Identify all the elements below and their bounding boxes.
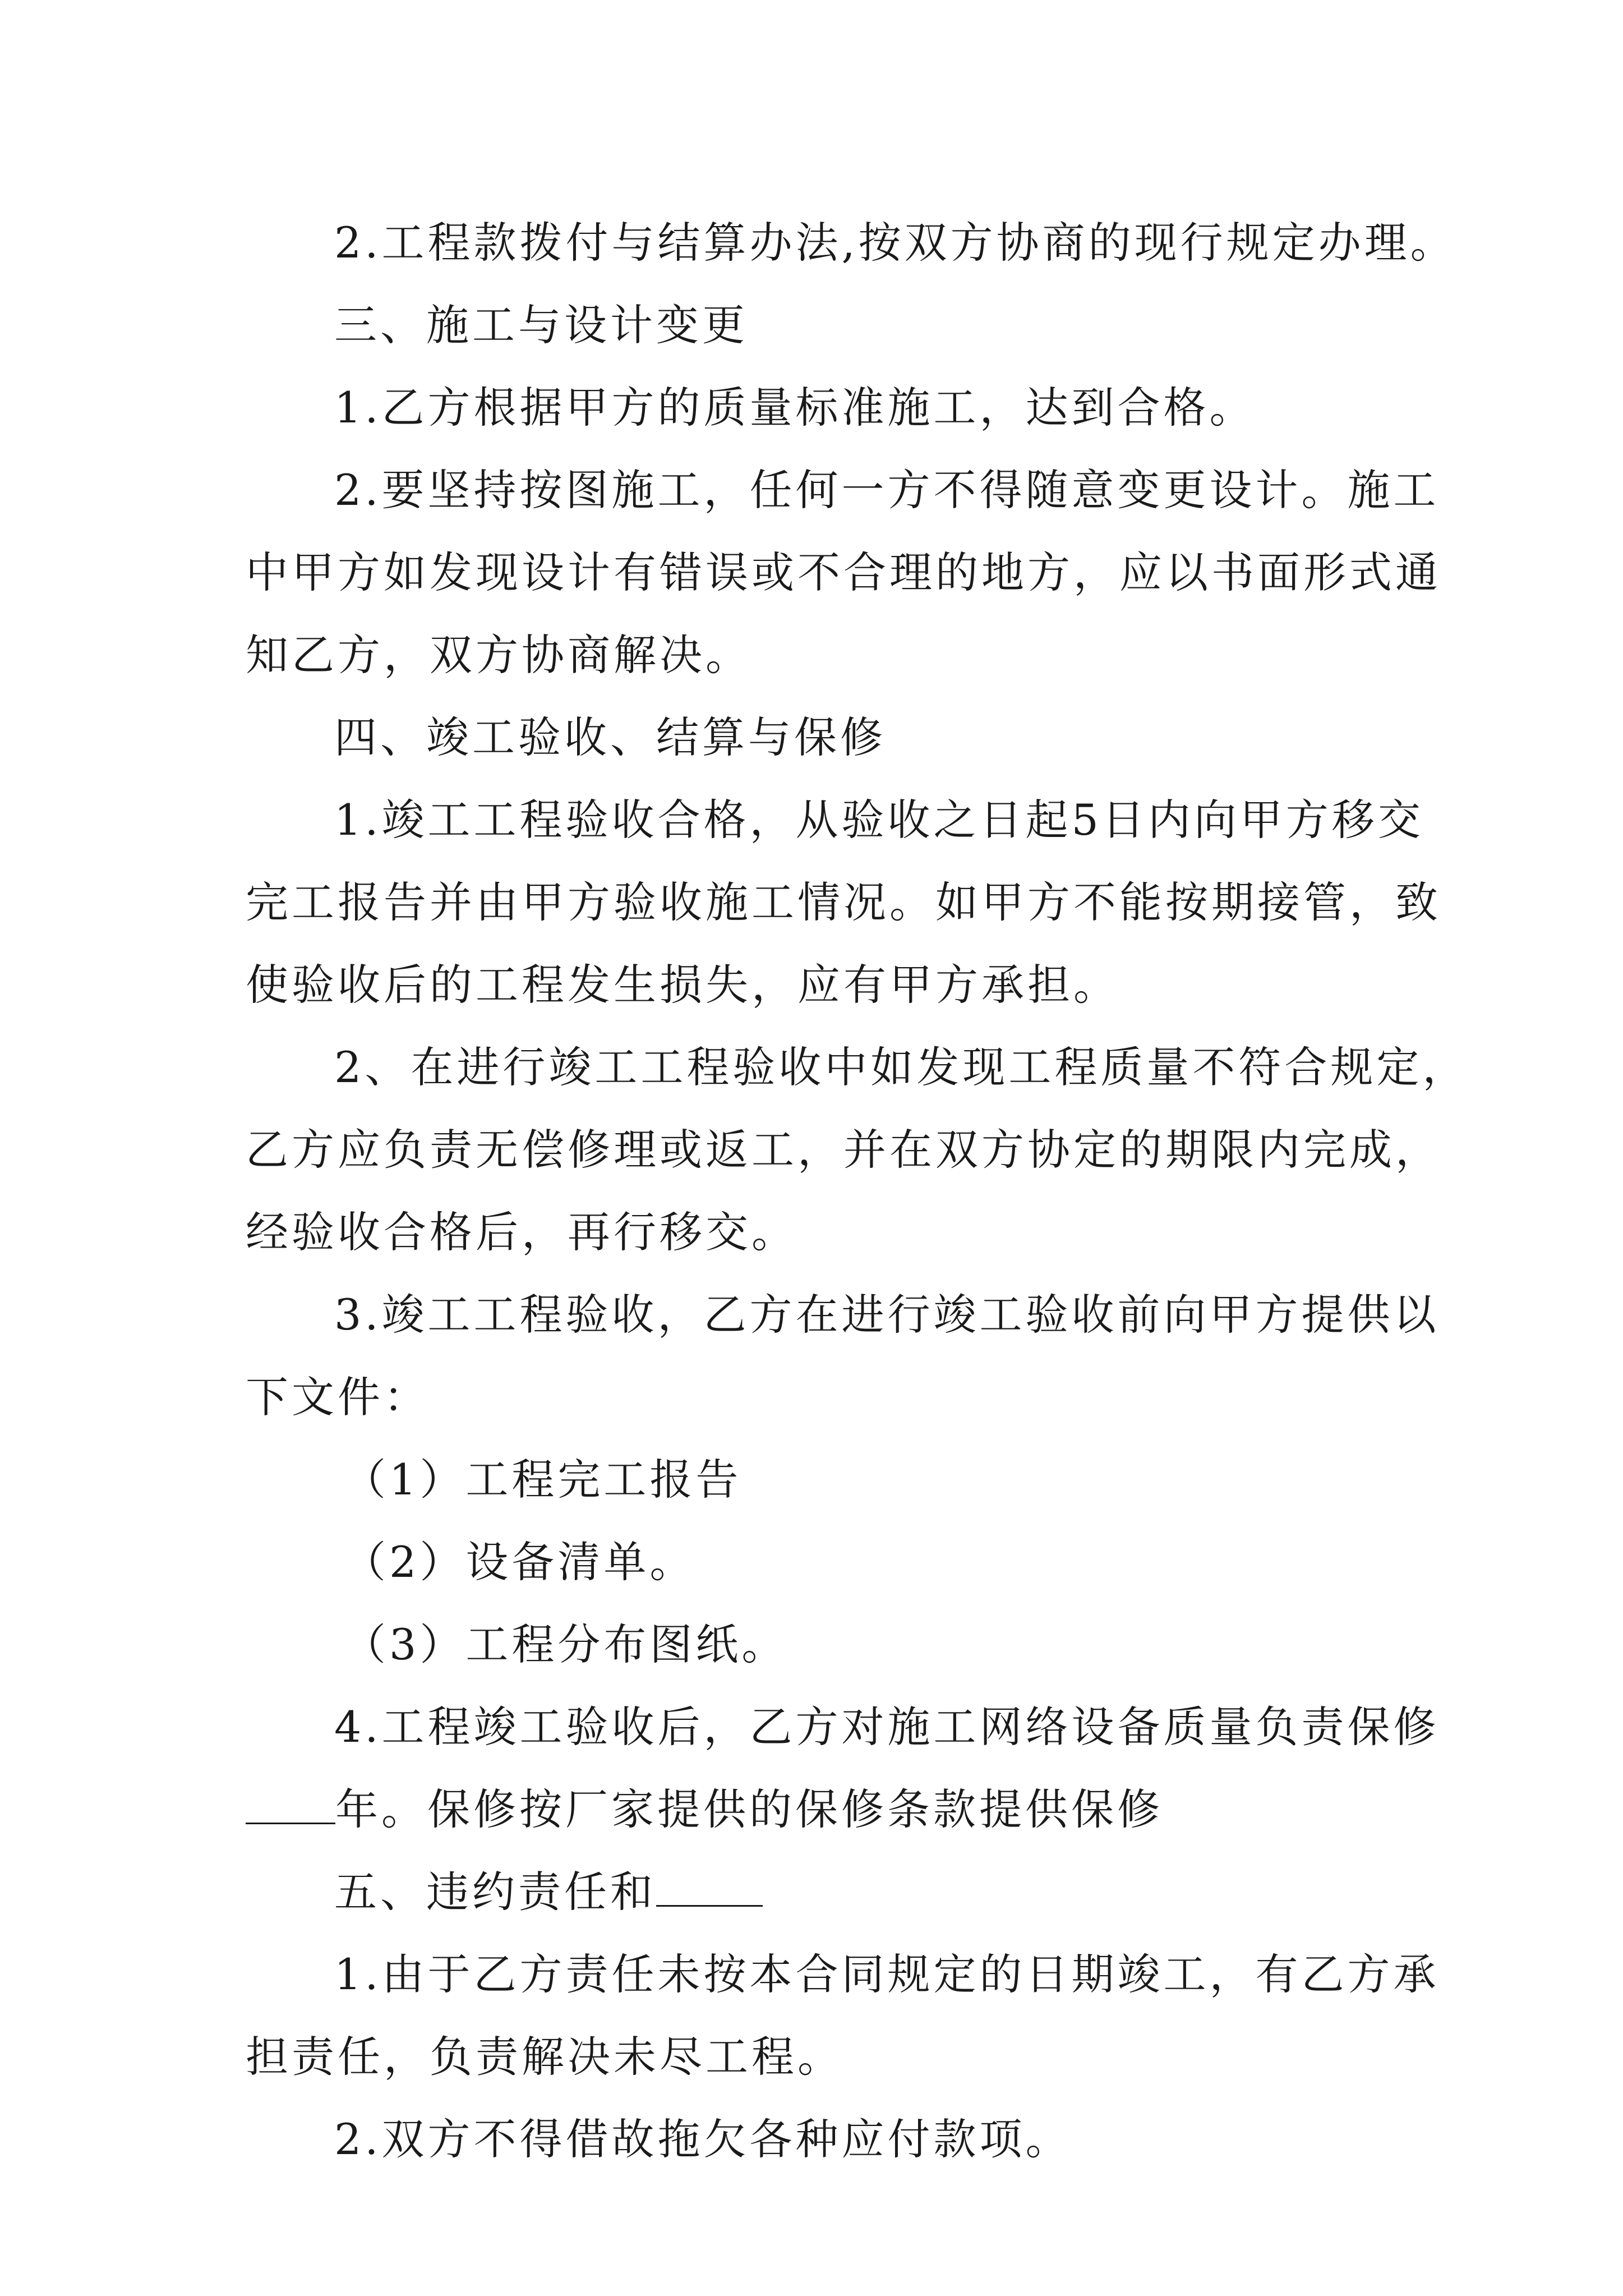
list-item: （1）工程完工报告 <box>343 1455 742 1504</box>
list-item: （3）工程分布图纸。 <box>343 1619 788 1669</box>
fill-in-blank <box>246 1783 335 1824</box>
paragraph-line: 完工报告并由甲方验收施工情况。如甲方不能按期接管，致 <box>246 877 1441 927</box>
paragraph-line: 下文件： <box>246 1372 430 1422</box>
paragraph-line: 2.工程款拨付与结算办法,按双方协商的现行规定办理。 <box>334 218 1456 268</box>
list-item: （2）设备清单。 <box>343 1537 696 1587</box>
paragraph-line: 经验收合格后，再行移交。 <box>246 1207 797 1257</box>
paragraph-line: 知乙方，双方协商解决。 <box>246 630 751 680</box>
section-heading: 四、竣工验收、结算与保修 <box>334 712 886 762</box>
section-heading-text: 五、违约责任和 <box>334 1867 656 1917</box>
paragraph-line-with-blank <box>246 1782 1163 1838</box>
paragraph-line: 4.工程竣工验收后，乙方对施工网络设备质量负责保修 <box>334 1702 1440 1752</box>
paragraph-line: 2、在进行竣工工程验收中如发现工程质量不符合规定， <box>334 1042 1469 1092</box>
paragraph-line: 1.乙方根据甲方的质量标准施工，达到合格。 <box>334 383 1256 432</box>
paragraph-line: 1.竣工工程验收合格，从验收之日起5日内向甲方移交 <box>334 795 1424 845</box>
paragraph-line: 中甲方如发现设计有错误或不合理的地方，应以书面形式通 <box>246 547 1441 597</box>
paragraph-line: 2.要坚持按图施工，任何一方不得随意变更设计。施工 <box>334 465 1440 515</box>
paragraph-line: 2.双方不得借故拖欠各种应付款项。 <box>334 2114 1072 2164</box>
paragraph-line: 乙方应负责无偿修理或返工，并在双方协定的期限内完成， <box>246 1125 1441 1175</box>
fill-in-blank <box>656 1866 763 1907</box>
section-heading-with-blank <box>334 1864 763 1920</box>
paragraph-text: 年。保修按厂家提供的保修条款提供保修 <box>335 1784 1163 1834</box>
paragraph-line: 担责任，负责解决未尽工程。 <box>246 2032 843 2082</box>
section-heading: 三、施工与设计变更 <box>334 300 748 350</box>
paragraph-line: 3.竣工工程验收，乙方在进行竣工验收前向甲方提供以 <box>334 1290 1440 1340</box>
paragraph-line: 1.由于乙方责任未按本合同规定的日期竣工，有乙方承 <box>334 1949 1440 1999</box>
paragraph-line: 使验收后的工程发生损失，应有甲方承担。 <box>246 960 1119 1010</box>
